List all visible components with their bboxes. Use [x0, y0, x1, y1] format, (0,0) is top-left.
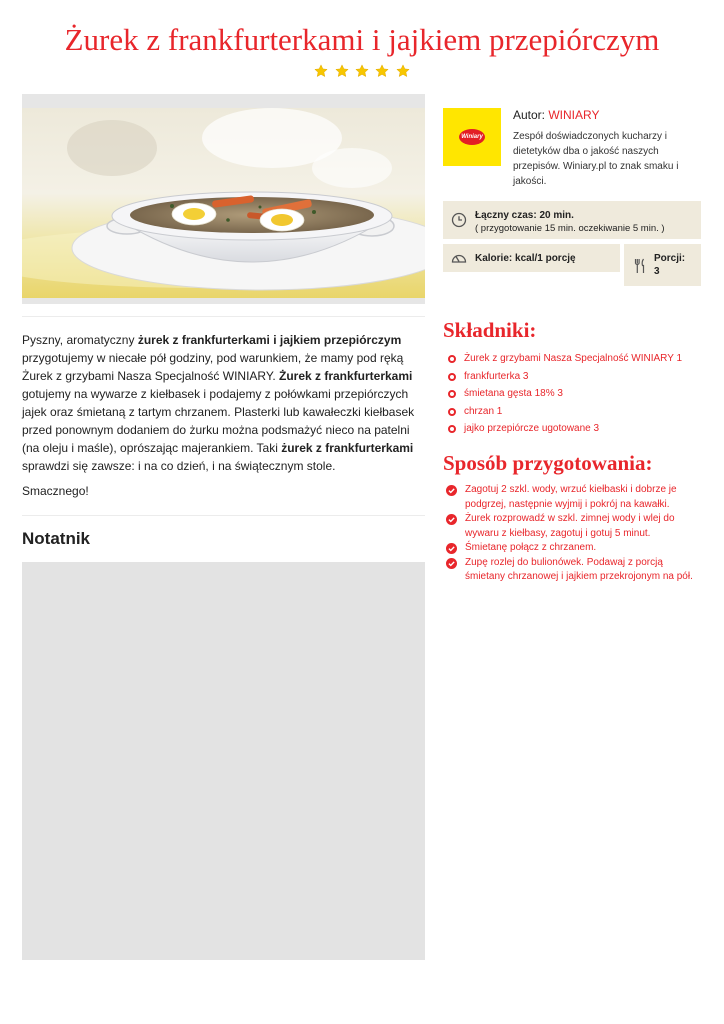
check-circle-icon	[446, 558, 457, 569]
star-icon	[375, 64, 389, 78]
author-line	[513, 108, 599, 122]
step-text: Żurek rozprowadź w szkl. zimnej wody i wlej do wywaru z kiełbasy, zagotuj i gotuj 5 minut.	[465, 513, 675, 539]
bullet-ring-icon	[448, 390, 456, 398]
bullet-ring-icon	[448, 408, 456, 416]
ingredient-item[interactable]	[448, 368, 703, 386]
star-icon	[335, 64, 349, 78]
clock-icon	[451, 212, 467, 228]
recipe-photo	[22, 108, 425, 298]
preparation-title: Sposób przygotowania:	[443, 451, 653, 475]
bullet-ring-icon	[448, 425, 456, 433]
bullet-ring-icon	[448, 355, 456, 363]
notes-title: Notatnik	[22, 529, 90, 548]
recipe-photo-frame	[22, 94, 425, 304]
total-time-label: Łączny czas:	[475, 210, 537, 221]
step-item	[446, 556, 704, 585]
time-detail: ( przygotowanie 15 min. oczekiwanie 5 min. )	[475, 223, 665, 234]
ingredient-text: chrzan 1	[464, 405, 503, 417]
step-text: Zupę rozlej do bulionówek. Podawaj z porcją śmietany chrzanowej i jajkiem przekrojonym na pół.	[465, 556, 693, 582]
portions-label: Porcji:	[654, 253, 686, 264]
soup-bowl-illustration	[22, 108, 425, 298]
desc-part: gotujemy na wywarze z kiełbasek i podajemy z połówkami przepiórczych jajek oraz śmietaną z tartym chrzanem. Plasterki lub kawałeczki kiełbasek przed ponownym dodaniem do żurku można podsmażyć nieco na patelni (na oleju i maśle), oprószając majerankiem. Taki	[22, 387, 415, 455]
recipe-title: Żurek z frankfurterkami i jajkiem przepiórczym	[64, 22, 660, 57]
author-name-link[interactable]: WINIARY	[548, 108, 600, 122]
ingredients-list	[448, 350, 703, 438]
desc-bold: Żurek z frankfurterkami	[278, 369, 413, 383]
author-description: Zespół doświadczonych kucharzy i dietetyków dba o jakość naszych przepisów. Winiary.pl to znak smaku i jakości.	[513, 131, 679, 187]
desc-bold: żurek z frankfurterkami i jajkiem przepiórczym	[137, 333, 402, 347]
check-circle-icon	[446, 543, 457, 554]
desc-part: Pyszny, aromatyczny	[22, 333, 138, 347]
ingredient-item[interactable]	[448, 385, 703, 403]
ingredient-text: frankfurterka 3	[464, 370, 529, 382]
description-section	[22, 316, 425, 516]
rating-stars	[0, 62, 724, 80]
desc-part: przygotujemy w niecałe pół godziny, pod warunkiem, że mamy pod ręką Żurek z grzybami Nasza Specjalność WINIARY.	[22, 351, 404, 383]
step-item	[446, 483, 704, 512]
calories-label: Kalorie: kcal/1 porcję	[475, 253, 576, 264]
preparation-steps	[446, 483, 704, 585]
calories-box	[443, 244, 620, 272]
ingredient-text: jajko przepiórcze ugotowane 3	[464, 423, 600, 434]
desc-bold: żurek z frankfurterkami	[281, 441, 414, 455]
ingredient-item[interactable]	[448, 350, 703, 368]
step-text: Zagotuj 2 szkl. wody, wrzuć kiełbaski i dobrze je podgrzej, następnie wyjmij i pokrój na kawałki.	[465, 484, 677, 510]
ingredient-text: Żurek z grzybami Nasza Specjalność WINIARY 1	[464, 353, 683, 364]
ingredient-item[interactable]	[448, 403, 703, 421]
ingredient-item[interactable]	[448, 420, 703, 438]
ingredients-title: Składniki:	[443, 318, 537, 342]
total-time-text	[475, 209, 574, 222]
desc-part: sprawdzi się zawsze: i na co dzień, i na świątecznym stole.	[22, 459, 336, 473]
portions-box	[624, 244, 701, 286]
check-circle-icon	[446, 514, 457, 525]
notes-area[interactable]	[22, 562, 425, 960]
author-box	[443, 106, 701, 196]
total-time-value: 20 min.	[539, 210, 574, 221]
star-icon	[355, 64, 369, 78]
check-circle-icon	[446, 485, 457, 496]
star-icon	[314, 64, 328, 78]
portions-value: 3	[654, 266, 660, 277]
winiary-logo-mark: Winiary	[459, 129, 485, 145]
step-item	[446, 541, 704, 556]
ingredient-text: śmietana gęsta 18% 3	[464, 388, 563, 399]
bullet-ring-icon	[448, 373, 456, 381]
winiary-logo	[443, 108, 501, 166]
cutlery-icon	[634, 258, 646, 274]
author-label: Autor:	[513, 108, 546, 122]
total-time-box	[443, 201, 701, 239]
star-icon	[396, 64, 410, 78]
description-closing: Smacznego!	[22, 484, 89, 498]
step-item	[446, 512, 704, 541]
description-text	[22, 331, 422, 475]
step-text: Śmietanę połącz z chrzanem.	[465, 542, 597, 553]
gauge-icon	[451, 250, 467, 264]
